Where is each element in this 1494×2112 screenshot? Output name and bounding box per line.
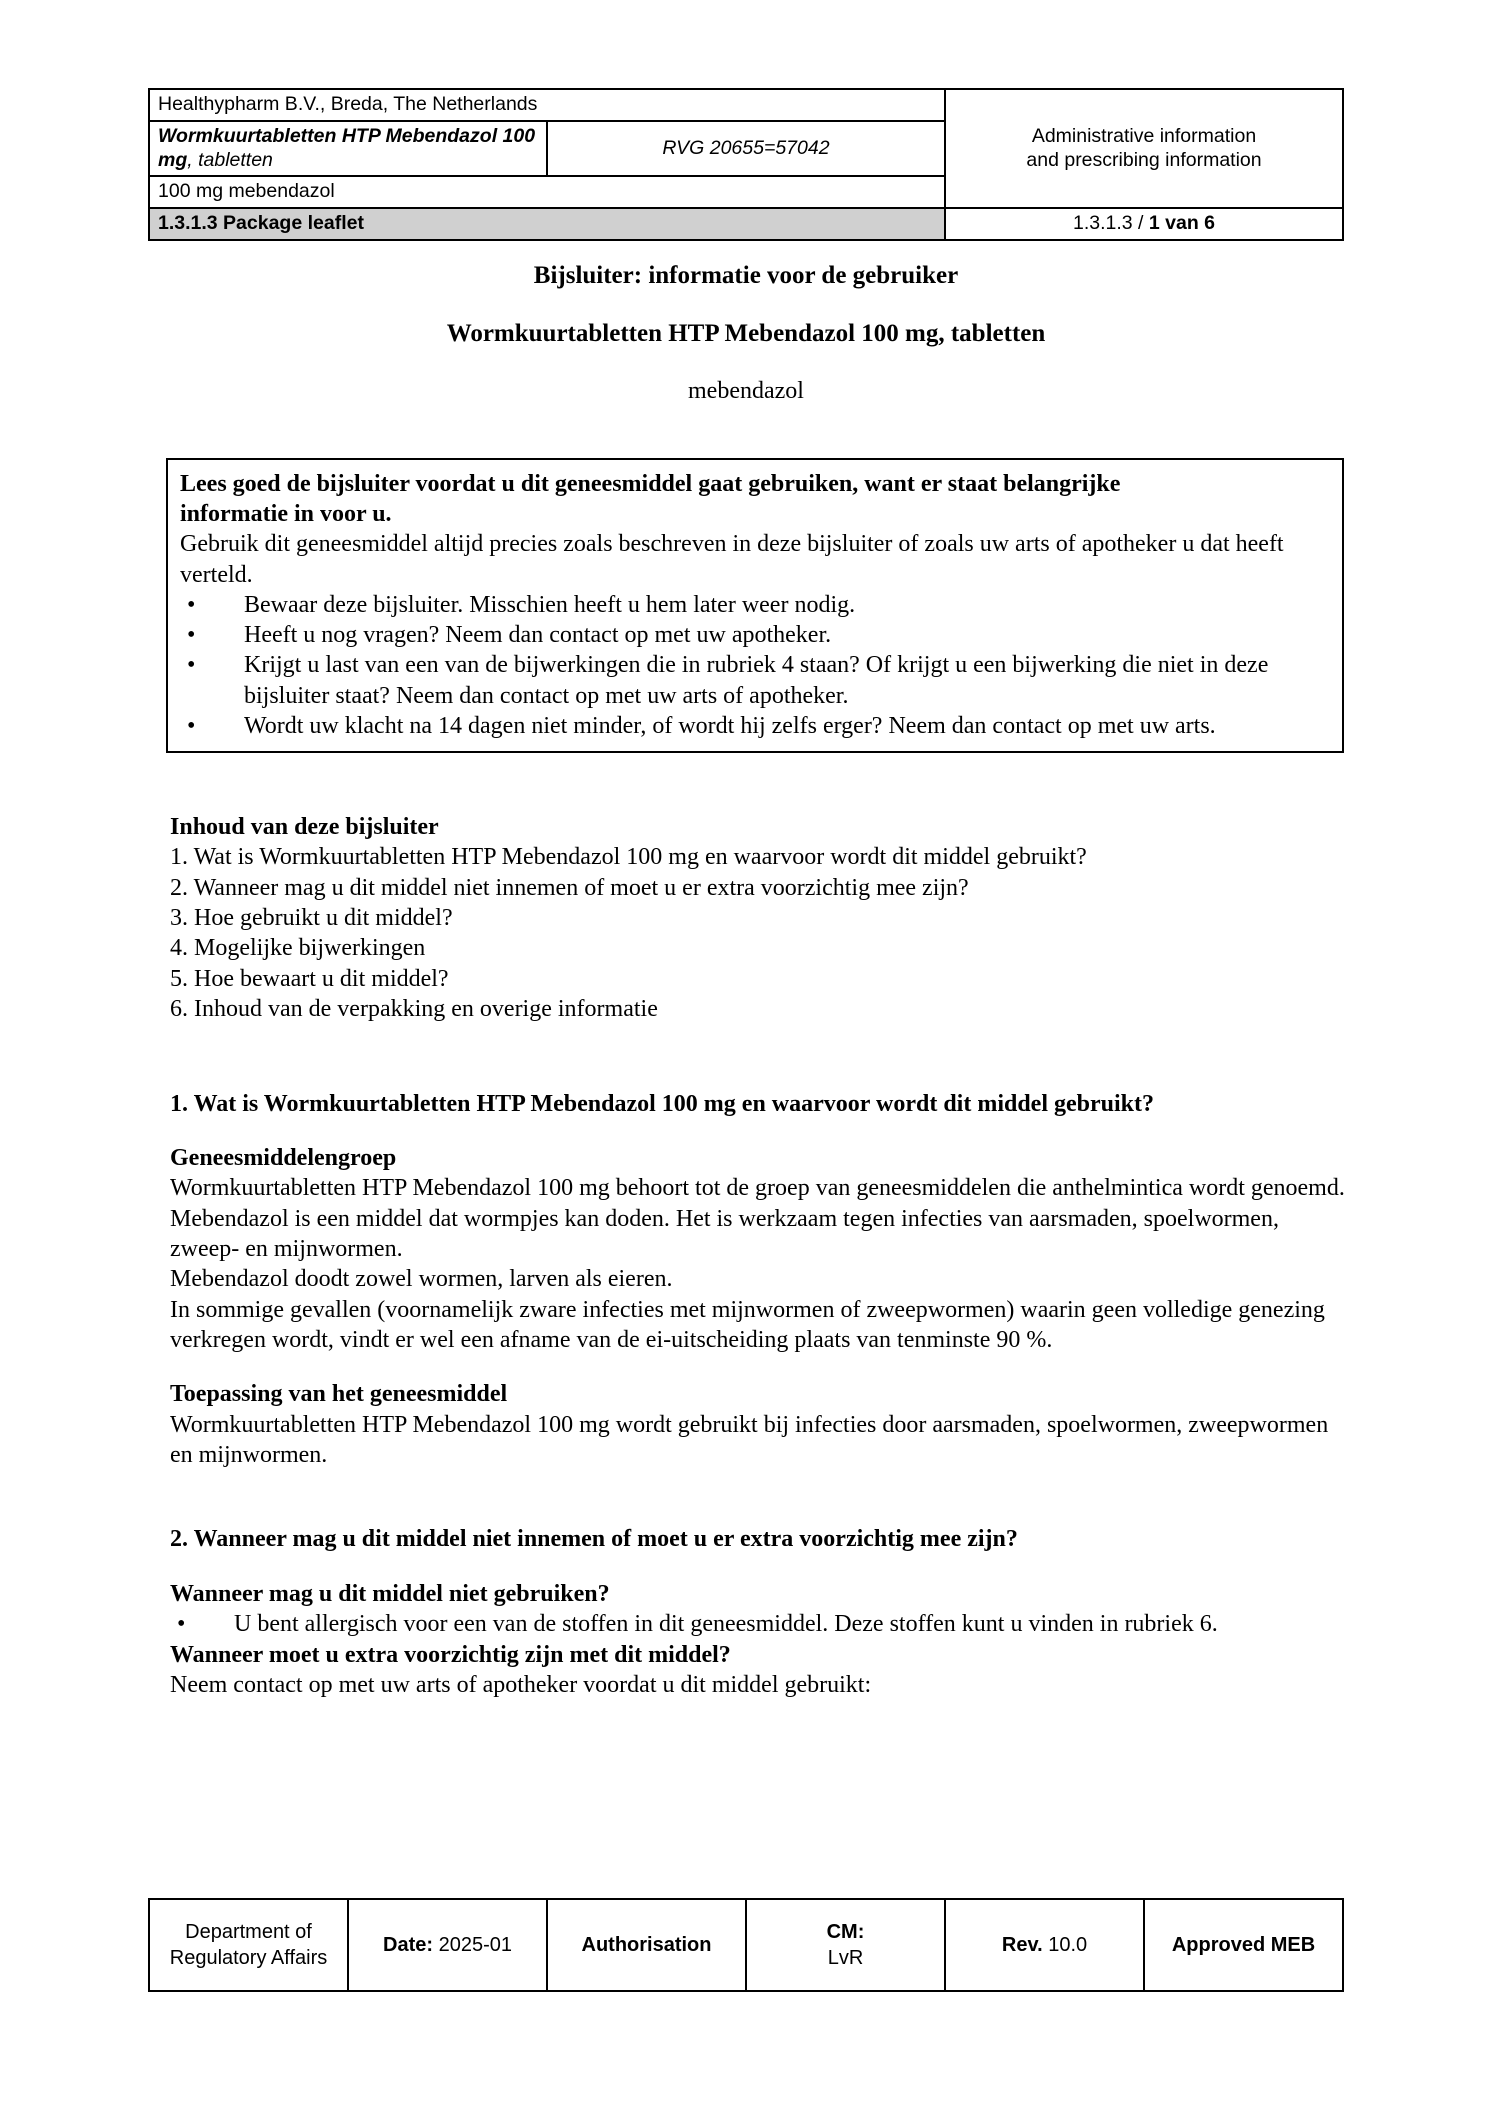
page-number: 1 van 6 [1148, 212, 1216, 235]
section-1-sub-2-paragraph-1: Wormkuurtabletten HTP Mebendazol 100 mg wordt gebruikt bij infecties door aarsmaden, spoelwormen, zweepwormen en mijnwormen. [170, 1411, 1329, 1469]
toc-item-4: 4. Mogelijke bijwerkingen [170, 935, 426, 962]
list-item: • Heeft u nog vragen? Neem dan contact op met uw apotheker. [180, 620, 1330, 650]
admin-line-1: Administrative information [1031, 124, 1257, 147]
list-item: • U bent allergisch voor een van de stoffen in dit geneesmiddel. Deze stoffen kunt u vinden in rubriek 6. [170, 1609, 1346, 1639]
footer-approved-cell [1144, 1899, 1343, 1991]
section-2-sub-2-paragraph: Neem contact op met uw arts of apotheker voordat u dit middel gebruikt: [170, 1671, 872, 1698]
cm-label: CM: [826, 1921, 865, 1943]
spacer [170, 1555, 1346, 1579]
section-1-sub-1-paragraph-3: In sommige gevallen (voornamelijk zware infecties met mijnwormen of zweepwormen) waarin geen volledige genezing verkregen wordt, vindt er wel een afname van de ei-uitscheiding plaats van tenminste 90 %. [170, 1296, 1325, 1354]
leaflet-subtitle: Bijsluiter: informatie voor de gebruiker [533, 262, 959, 289]
list-item: • Wordt uw klacht na 14 dagen niet minder, of wordt hij zelfs erger? Neem dan contact op met uw arts. [180, 711, 1330, 741]
section-1-heading: 1. Wat is Wormkuurtabletten HTP Mebendazol 100 mg en waarvoor wordt dit middel gebruikt? [170, 1090, 1155, 1117]
header-rvg-cell: RVG 20655=57042 [547, 121, 945, 177]
authorisation-label: Authorisation [581, 1934, 712, 1956]
leaflet-body [170, 812, 1346, 1700]
department-line-1: Department of [185, 1921, 312, 1943]
footer-rev-cell [945, 1899, 1144, 1991]
cm-value: LvR [827, 1947, 864, 1969]
spacer [170, 1470, 1346, 1524]
section-2-sub-1-heading: Wanneer mag u dit middel niet gebruiken? [170, 1580, 610, 1607]
toc-heading: Inhoud van deze bijsluiter [170, 814, 439, 840]
section-1-sub-1-paragraph-2: Mebendazol doodt zowel wormen, larven als eieren. [170, 1266, 673, 1293]
warning-bold-line-2: informatie in voor u. [180, 501, 392, 528]
header-row-section [149, 208, 1343, 240]
product-name-light: , tabletten [187, 148, 273, 171]
leaflet-active-substance: mebendazol [688, 378, 804, 404]
page-prefix: 1.3.1.3 / [1072, 212, 1149, 235]
toc-item-1: 1. Wat is Wormkuurtabletten HTP Mebendazol 100 mg en waarvoor wordt dit middel gebruikt? [170, 844, 1087, 871]
rev-label: Rev. [1001, 1934, 1043, 1956]
toc-item-5: 5. Hoe bewaart u dit middel? [170, 965, 449, 992]
leaflet-title-block [148, 262, 1344, 405]
footer-department-cell [149, 1899, 348, 1991]
section-2-bullet-list [170, 1609, 1346, 1639]
date-value: 2025-01 [433, 1934, 512, 1956]
department-line-2: Regulatory Affairs [169, 1947, 328, 1969]
toc-item-3: 3. Hoe gebruikt u dit middel? [170, 905, 453, 932]
approved-label: Approved MEB [1171, 1934, 1316, 1956]
header-table [148, 88, 1344, 241]
warning-paragraph: Gebruik dit geneesmiddel altijd precies zoals beschreven in deze bijsluiter of zoals uw arts of apotheker u dat heeft verteld. [180, 531, 1284, 588]
header-product-cell [149, 121, 547, 177]
admin-line-2: and prescribing information [1026, 148, 1262, 171]
table-row [149, 1899, 1343, 1991]
toc-item-2: 2. Wanneer mag u dit middel niet innemen of moet u er extra voorzichtig mee zijn? [170, 874, 969, 901]
header-strength-cell: 100 mg mebendazol [149, 176, 945, 208]
section-1-sub-1-paragraph-1: Wormkuurtabletten HTP Mebendazol 100 mg behoort tot de groep van geneesmiddelen die anthelmintica wordt genoemd. Mebendazol is een middel dat wormpjes kan doden. Het is werkzaam tegen infecties van aarsmaden, spoelwormen, zweep- en mijnwormen. [170, 1175, 1345, 1262]
rev-value: 10.0 [1042, 1934, 1088, 1956]
toc-item-6: 6. Inhoud van de verpakking en overige informatie [170, 996, 658, 1023]
list-item: • Bewaar deze bijsluiter. Misschien heeft u hem later weer nodig. [180, 590, 1330, 620]
spacer [170, 1119, 1346, 1143]
list-item: • Krijgt u last van een van de bijwerkingen die in rubriek 4 staan? Of krijgt u een bijwerking die niet in deze bijsluiter staat? Neem dan contact op met uw arts of apotheker. [180, 650, 1330, 710]
document-footer [148, 1898, 1344, 1992]
header-row-company [149, 89, 1343, 121]
header-page-indicator [945, 208, 1343, 240]
footer-authorisation-cell [547, 1899, 746, 1991]
spacer [170, 1355, 1346, 1379]
section-1-sub-2-heading: Toepassing van het geneesmiddel [170, 1381, 508, 1408]
document-header [148, 88, 1344, 241]
header-admin-cell [945, 89, 1343, 208]
leaflet-product-title: Wormkuurtabletten HTP Mebendazol 100 mg, tabletten [446, 320, 1046, 347]
read-carefully-box [166, 458, 1344, 753]
spacer [170, 1025, 1346, 1089]
footer-cm-cell [746, 1899, 945, 1991]
warning-bold-line-1: Lees goed de bijsluiter voordat u dit geneesmiddel gaat gebruiken, want er staat belangrijke [180, 471, 1121, 497]
section-2-heading: 2. Wanneer mag u dit middel niet innemen of moet u er extra voorzichtig mee zijn? [170, 1526, 1018, 1553]
date-label: Date: [383, 1934, 434, 1956]
section-2-sub-2-heading: Wanneer moet u extra voorzichtig zijn met dit middel? [170, 1641, 731, 1668]
product-name-bold: Wormkuurtabletten HTP Mebendazol 100 mg [158, 124, 536, 171]
warning-bullet-list [180, 590, 1330, 741]
footer-table [148, 1898, 1344, 1992]
header-section-title: 1.3.1.3 Package leaflet [149, 208, 945, 240]
footer-date-cell [348, 1899, 547, 1991]
header-company-cell: Healthypharm B.V., Breda, The Netherlands [149, 89, 945, 121]
section-1-sub-1-heading: Geneesmiddelengroep [170, 1144, 397, 1171]
